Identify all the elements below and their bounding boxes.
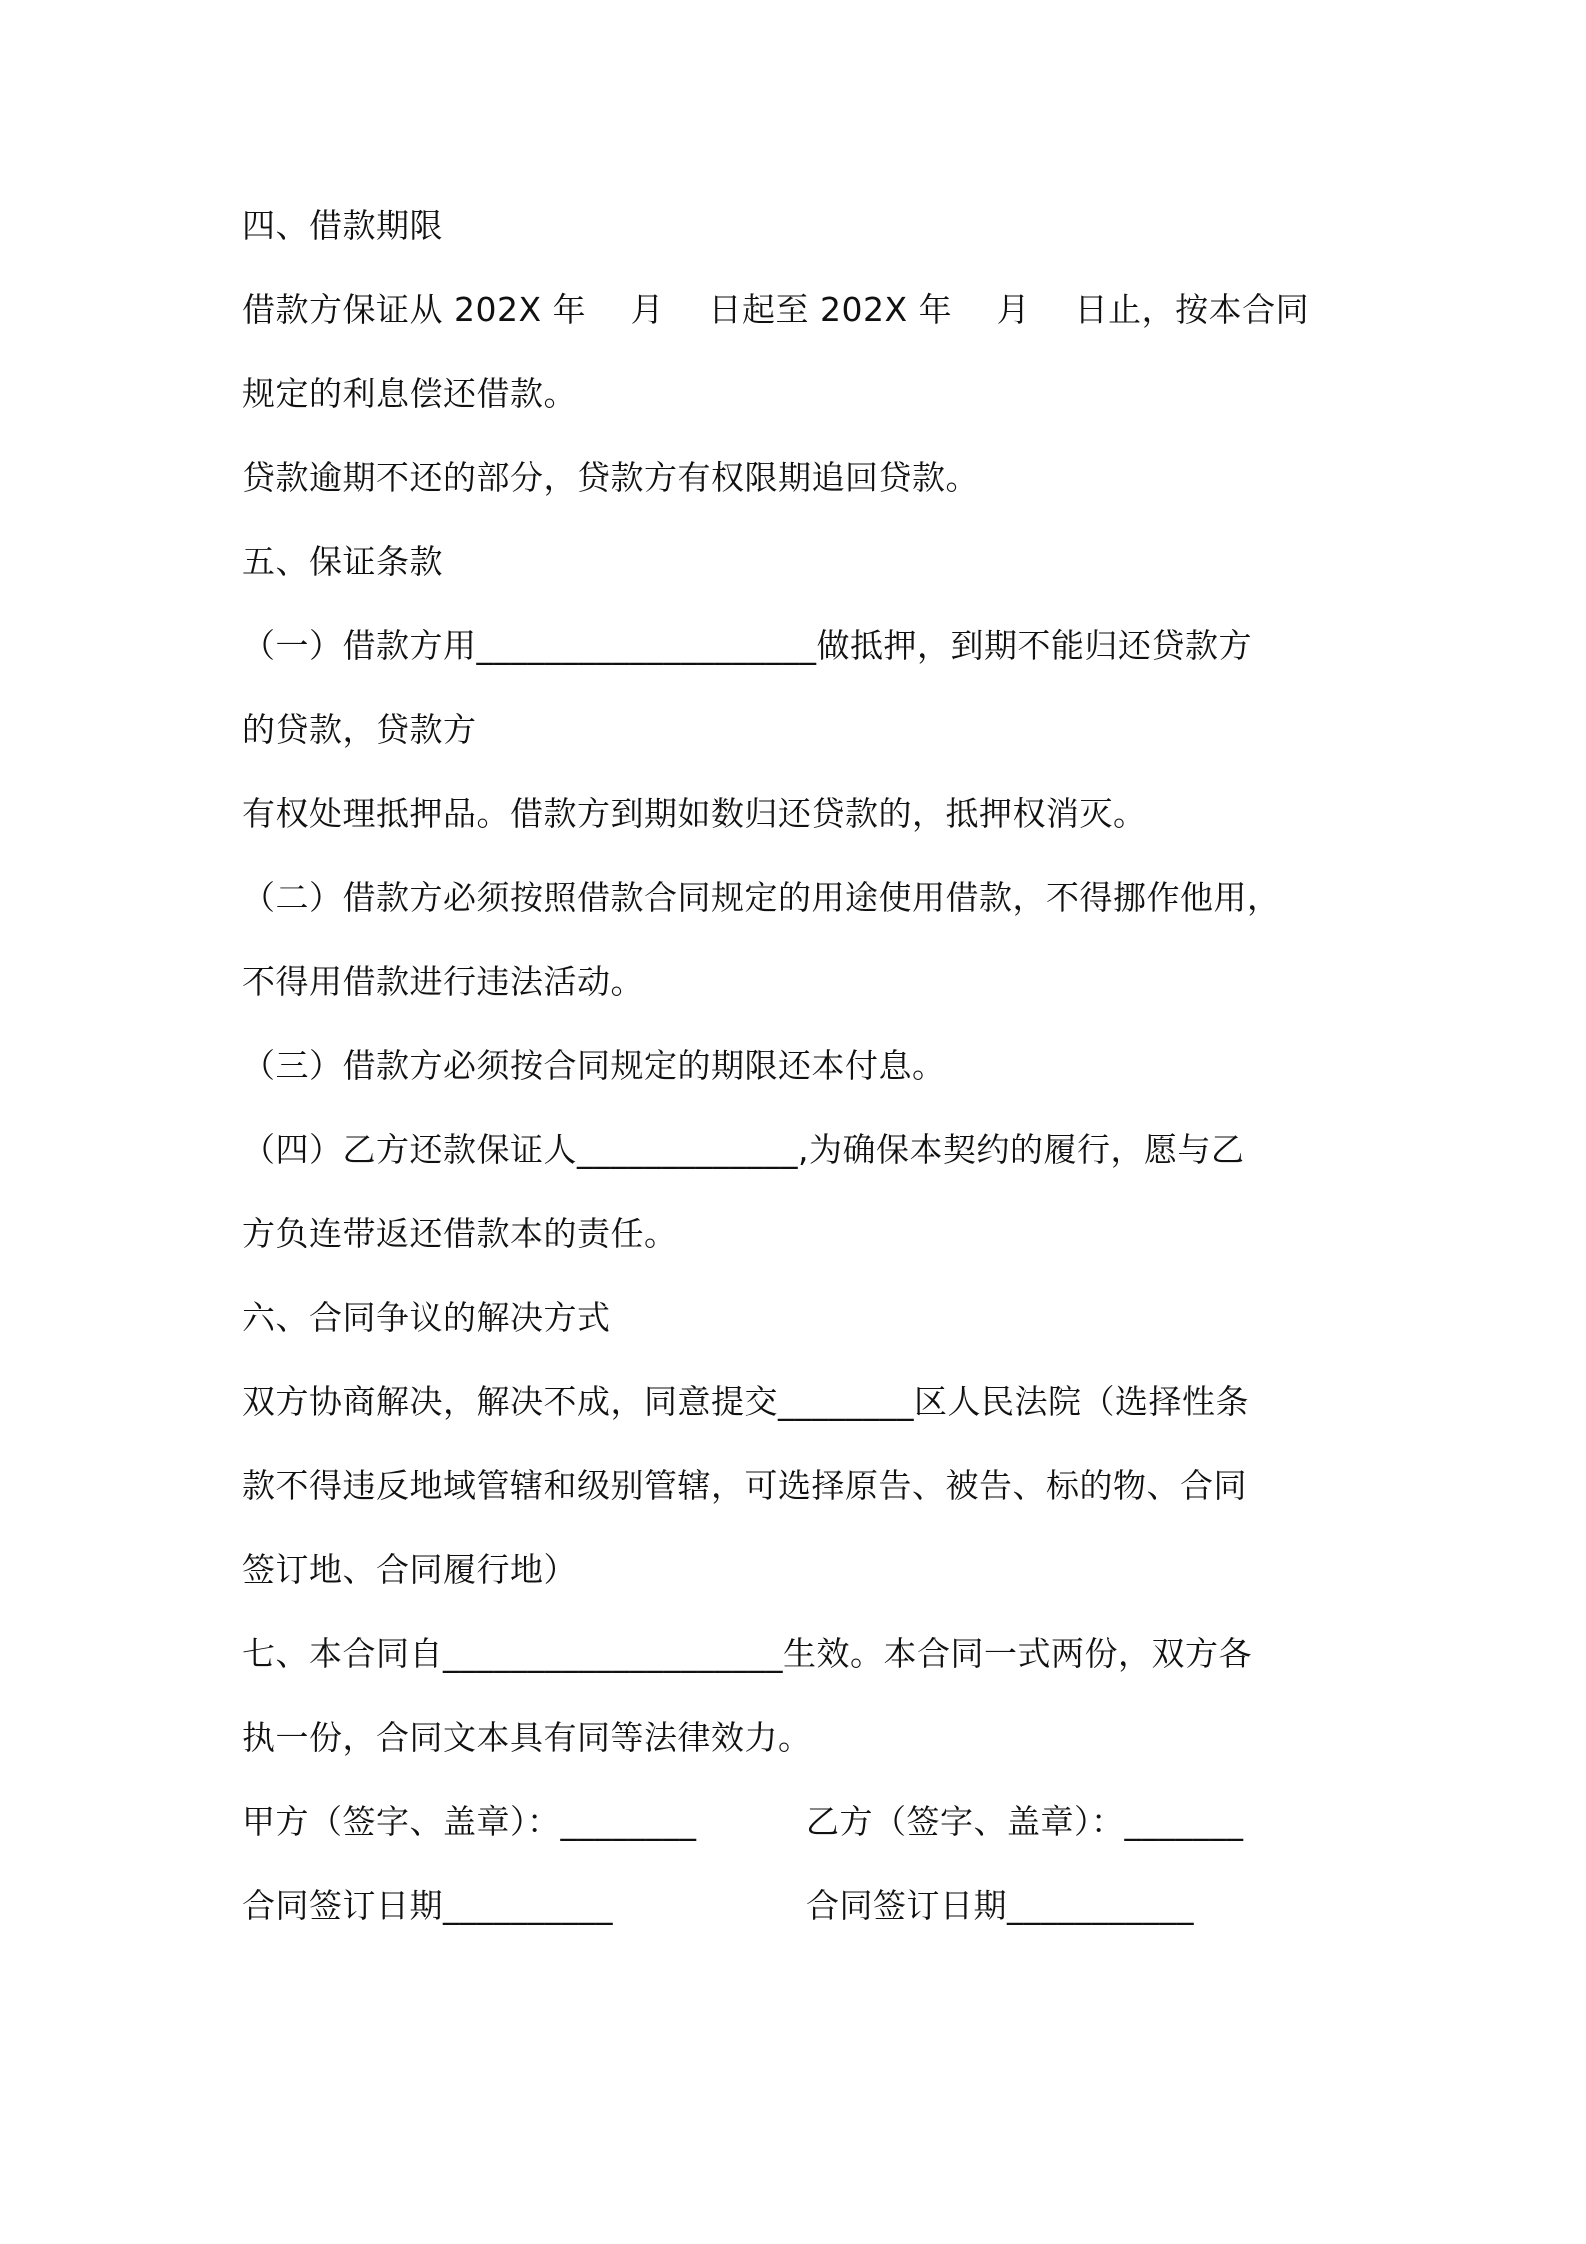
section-heading-dispute: 六、合同争议的解决方式 (242, 1298, 611, 1337)
paragraph-line: 七、本合同自____________________生效。本合同一式两份，双方各 (242, 1634, 1252, 1673)
party-a-signature-line: 甲方（签字、盖章）：________ (242, 1802, 697, 1841)
paragraph-line: 借款方保证从 202X 年 月 日起至 202X 年 月 日止，按本合同 (242, 290, 1310, 329)
paragraph-line: 款不得违反地域管辖和级别管辖，可选择原告、被告、标的物、合同 (242, 1466, 1247, 1505)
paragraph-line: 的贷款，贷款方 (242, 710, 477, 749)
paragraph-line: 规定的利息偿还借款。 (242, 374, 577, 413)
paragraph-line: 执一份，合同文本具有同等法律效力。 (242, 1718, 812, 1757)
paragraph-line: （一）借款方用____________________做抵押，到期不能归还贷款方 (242, 626, 1252, 665)
paragraph-line: 签订地、合同履行地） (242, 1550, 577, 1589)
party-b-signature-line: 乙方（签字、盖章）：_______ (806, 1802, 1244, 1841)
paragraph-line: 不得用借款进行违法活动。 (242, 962, 644, 1001)
paragraph-line: （三）借款方必须按合同规定的期限还本付息。 (242, 1046, 946, 1085)
party-b-sign-date: 合同签订日期___________ (806, 1886, 1194, 1925)
paragraph-line: 贷款逾期不还的部分，贷款方有权限期追回贷款。 (242, 458, 979, 497)
paragraph-line: 有权处理抵押品。借款方到期如数归还贷款的，抵押权消灭。 (242, 794, 1147, 833)
section-heading-loan-term: 四、借款期限 (242, 206, 443, 245)
paragraph-line: （四）乙方还款保证人_____________,为确保本契约的履行，愿与乙 (242, 1130, 1245, 1169)
paragraph-line: 方负连带返还借款本的责任。 (242, 1214, 678, 1253)
paragraph-line: 双方协商解决，解决不成，同意提交________区人民法院（选择性条 (242, 1382, 1249, 1421)
section-heading-guarantee: 五、保证条款 (242, 542, 443, 581)
paragraph-line: （二）借款方必须按照借款合同规定的用途使用借款，不得挪作他用， (242, 878, 1281, 917)
party-a-sign-date: 合同签订日期__________ (242, 1886, 613, 1925)
